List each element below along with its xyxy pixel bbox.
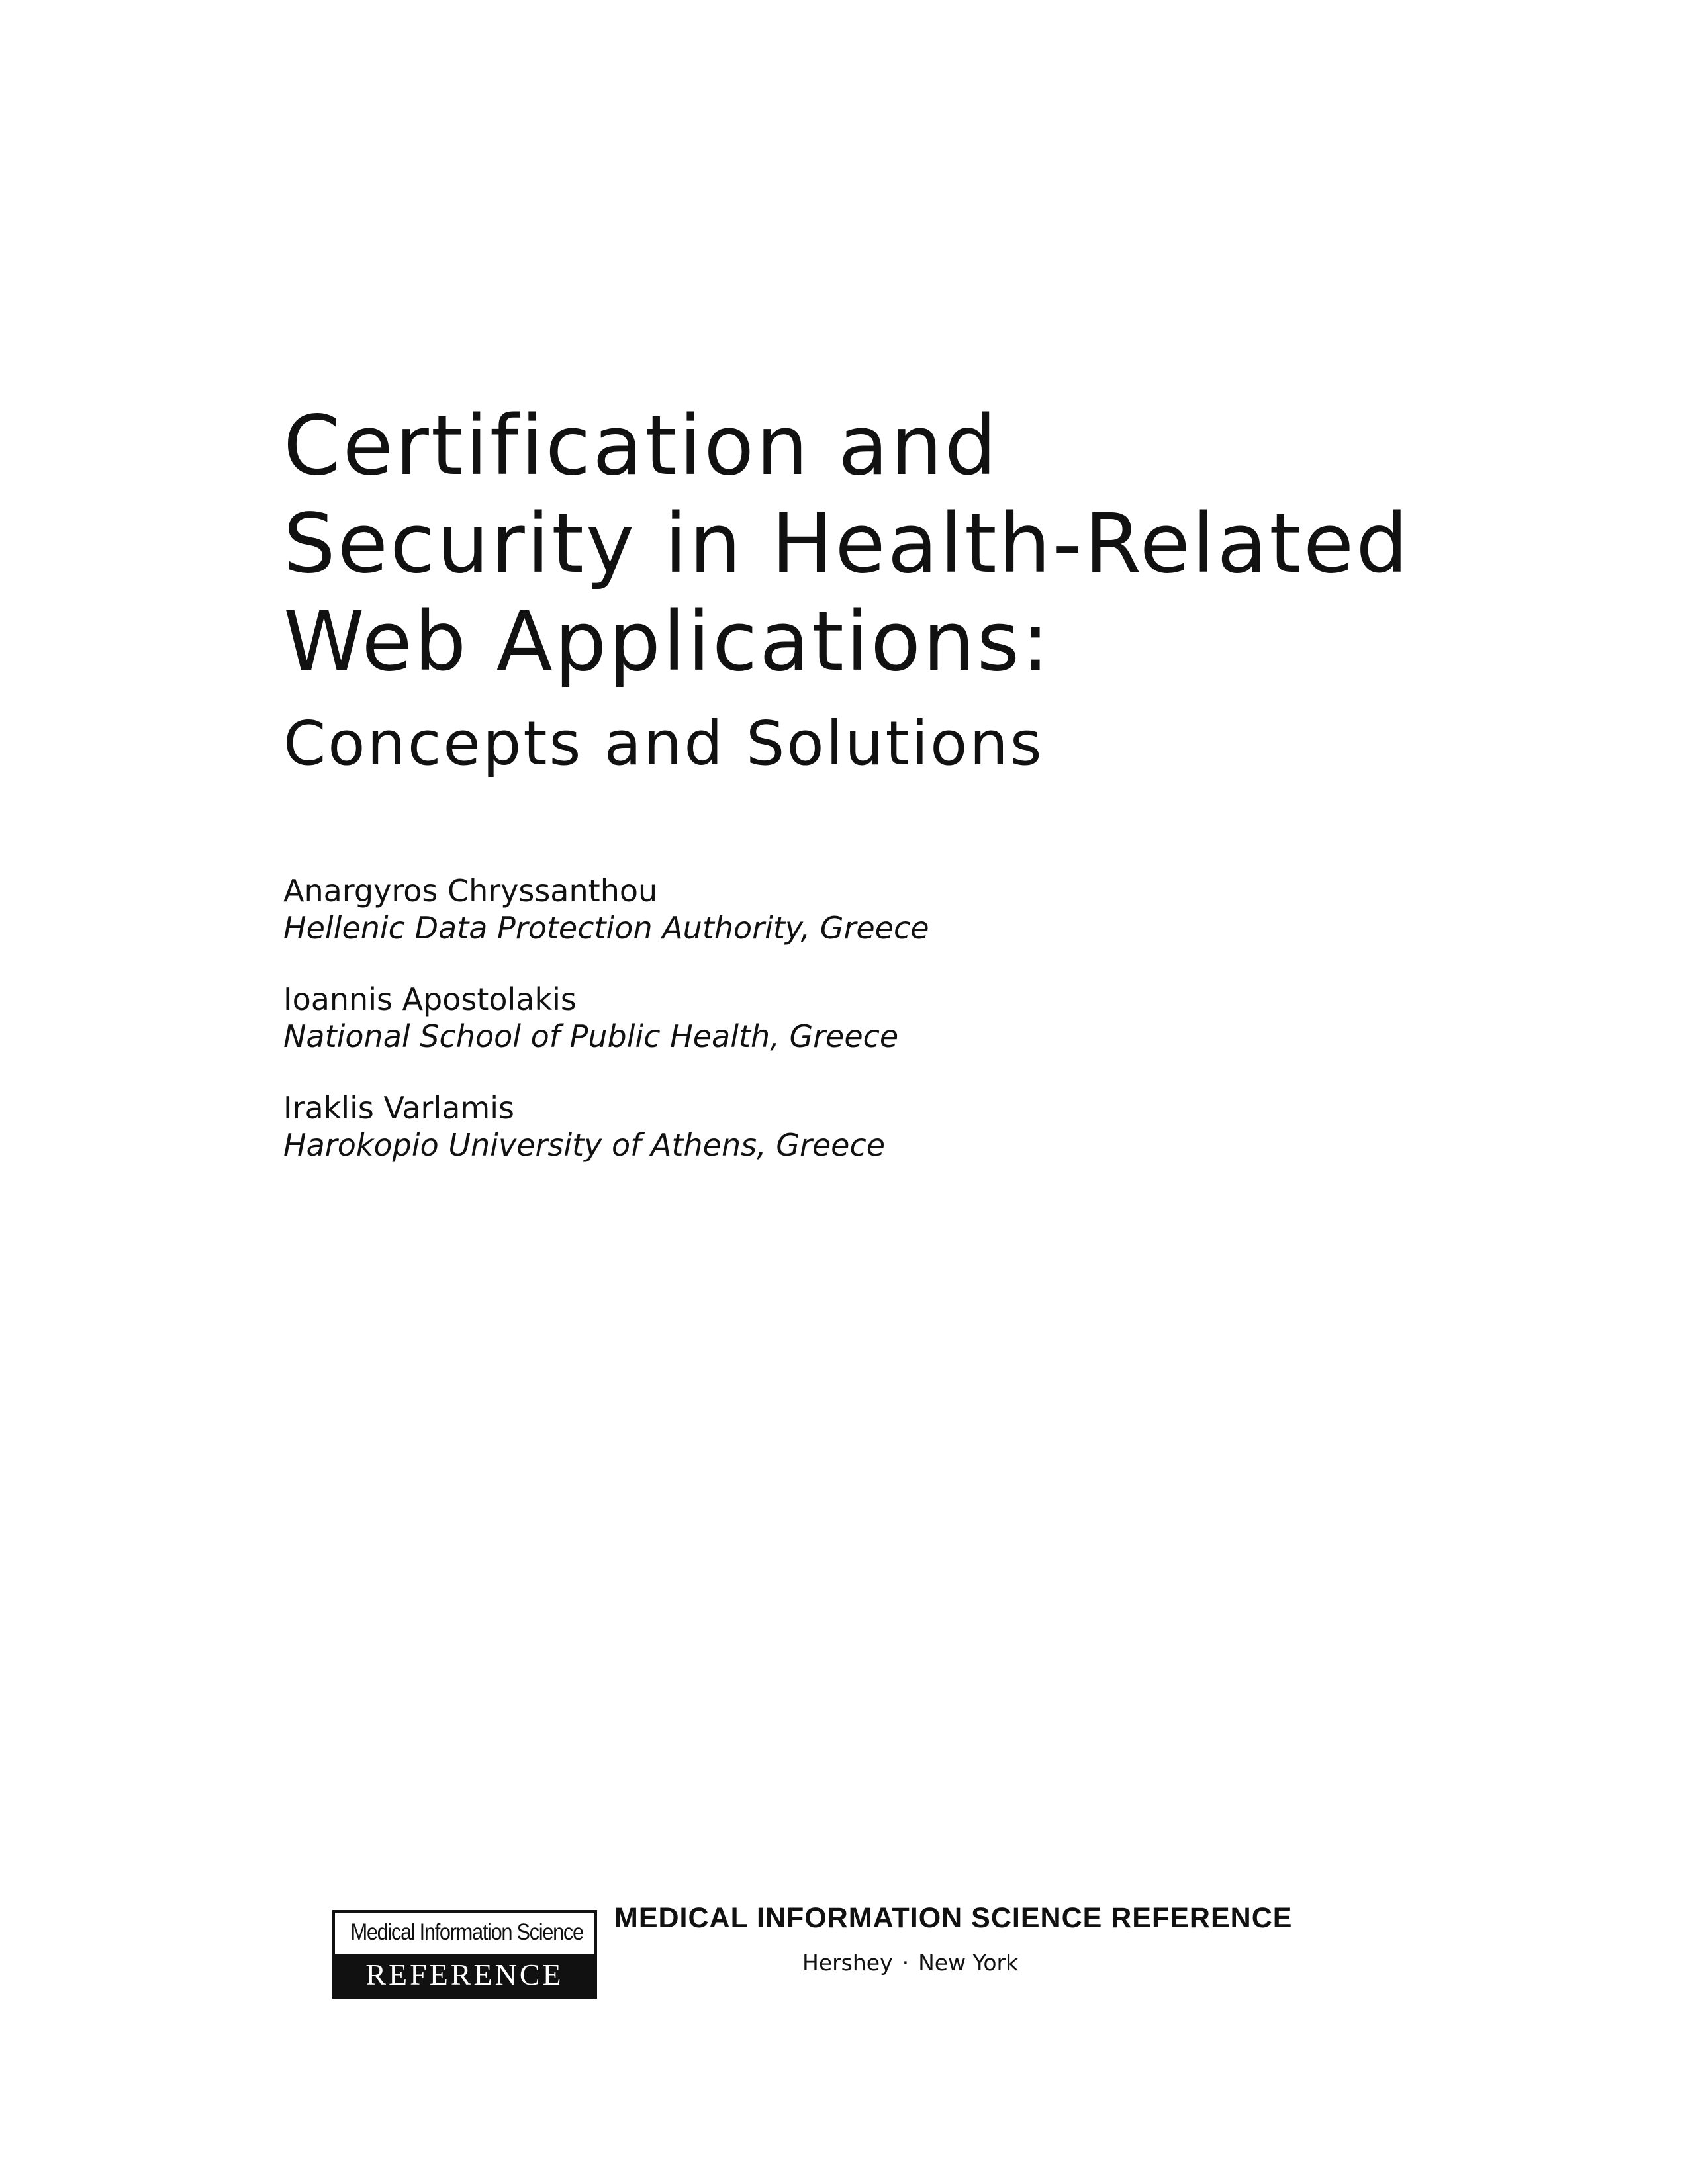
author-name: Ioannis Apostolakis bbox=[283, 981, 577, 1017]
author-name: Iraklis Varlamis bbox=[283, 1090, 514, 1126]
publisher-logo-bottom-text: REFERENCE bbox=[335, 1954, 594, 1996]
publisher-name: MEDICAL INFORMATION SCIENCE REFERENCE bbox=[614, 1902, 1293, 1934]
book-title-line-1: Certification and bbox=[283, 398, 999, 494]
author-affiliation: Harokopio University of Athens, Greece bbox=[283, 1127, 886, 1163]
author-entry bbox=[283, 981, 1541, 1055]
book-title-line-3: Web Applications: bbox=[283, 594, 1051, 690]
author-entry bbox=[283, 872, 1541, 946]
book-subtitle: Concepts and Solutions bbox=[283, 708, 1044, 779]
book-title-line-2: Security in Health-Related bbox=[283, 496, 1410, 592]
publisher-city-1: Hershey bbox=[802, 1950, 893, 1976]
publisher-city-2: New York bbox=[918, 1950, 1019, 1976]
author-affiliation: National School of Public Health, Greece bbox=[283, 1019, 899, 1054]
location-separator: · bbox=[902, 1950, 910, 1976]
publisher-location bbox=[802, 1948, 1018, 1978]
publisher-logo bbox=[332, 1910, 597, 1999]
author-name: Anargyros Chryssanthou bbox=[283, 873, 658, 909]
authors-list bbox=[283, 872, 1541, 1198]
publisher-logo-top-text: Medical Information Science bbox=[350, 1919, 583, 1945]
author-affiliation: Hellenic Data Protection Authority, Greece bbox=[283, 910, 929, 946]
title-block bbox=[283, 397, 1541, 784]
author-entry bbox=[283, 1089, 1541, 1163]
